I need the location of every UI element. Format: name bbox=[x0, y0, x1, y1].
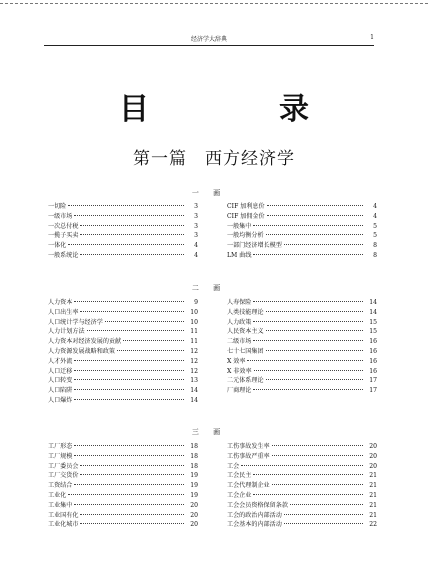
toc-leader-dots bbox=[68, 494, 184, 495]
toc-entry-page: 9 bbox=[194, 299, 198, 306]
toc-entry-title: 人力资本 bbox=[48, 299, 73, 306]
toc-entry-page: 16 bbox=[369, 357, 377, 365]
toc-entry-page: 8 bbox=[373, 251, 377, 259]
toc-entry bbox=[227, 347, 377, 357]
toc-entry-page: 4 bbox=[373, 203, 377, 210]
toc-entry-page: 19 bbox=[190, 472, 198, 480]
toc-leader-dots bbox=[253, 494, 363, 495]
toc-leader-dots bbox=[266, 234, 363, 235]
toc-entry-page: 21 bbox=[369, 501, 377, 509]
toc-entry bbox=[48, 386, 198, 396]
toc-entry-page: 15 bbox=[369, 328, 377, 336]
toc-entry-page: 3 bbox=[194, 203, 198, 210]
toc-entry bbox=[48, 520, 198, 530]
toc-entry-title: X 非效率 bbox=[227, 367, 252, 375]
toc-entry-title: 人类技能理论 bbox=[227, 308, 264, 316]
toc-leader-dots bbox=[267, 205, 363, 206]
toc-entry-title: 厂商理论 bbox=[227, 387, 252, 395]
toc-entry bbox=[48, 442, 198, 452]
header-title: 经济学大辞典 bbox=[190, 36, 227, 43]
section-heading: 二 画 bbox=[191, 284, 227, 292]
toc-entry-page: 4 bbox=[194, 251, 198, 259]
toc-entry-title: 二级市场 bbox=[227, 338, 252, 346]
toc-entry bbox=[227, 471, 377, 481]
toc-leader-dots bbox=[247, 360, 363, 361]
header-page-number: 1 bbox=[370, 34, 374, 41]
toc-leader-dots bbox=[74, 379, 184, 380]
toc-entry bbox=[48, 452, 198, 462]
toc-entry-title: 工会代理制企业 bbox=[227, 482, 270, 490]
toc-entry bbox=[227, 491, 377, 501]
toc-entry-page: 12 bbox=[190, 367, 198, 375]
toc-entry bbox=[227, 376, 377, 386]
toc-leader-dots bbox=[284, 523, 363, 524]
toc-leader-dots bbox=[74, 215, 184, 216]
toc-entry-page: 21 bbox=[369, 472, 377, 480]
toc-entry-page: 5 bbox=[373, 232, 377, 240]
toc-entry bbox=[227, 462, 377, 472]
toc-column-right bbox=[227, 442, 377, 530]
toc-leader-dots bbox=[241, 465, 363, 466]
toc-leader-dots bbox=[80, 474, 184, 475]
toc-entry-title: 工业化城市 bbox=[48, 521, 79, 529]
toc-leader-dots bbox=[290, 504, 363, 505]
toc-entry-title: 工会民主 bbox=[227, 472, 252, 480]
toc-entry bbox=[227, 511, 377, 521]
toc-entry bbox=[227, 251, 377, 261]
toc-entry bbox=[48, 376, 198, 386]
toc-entry-title: 工厂委员会 bbox=[48, 462, 79, 470]
toc-entry bbox=[227, 202, 377, 212]
toc-entry-title: 工会会员资格保留条款 bbox=[227, 501, 288, 509]
toc-entry-title: 工伤事故严重率 bbox=[227, 452, 270, 460]
toc-entry-page: 20 bbox=[369, 443, 377, 450]
toc-entry bbox=[227, 308, 377, 318]
toc-leader-dots bbox=[80, 514, 184, 515]
toc-entry-title: 人口出生率 bbox=[48, 308, 79, 316]
toc-entry-page: 10 bbox=[190, 308, 198, 316]
toc-entry-title: 工厂形态 bbox=[48, 443, 73, 450]
toc-entry-title: 工资结合 bbox=[48, 482, 73, 490]
toc-entry-page: 18 bbox=[190, 462, 198, 470]
toc-leader-dots bbox=[253, 474, 363, 475]
toc-entry-page: 21 bbox=[369, 491, 377, 499]
toc-entry-page: 18 bbox=[190, 443, 198, 450]
toc-entry-title: 一体化 bbox=[48, 242, 67, 250]
toc-entry-page: 22 bbox=[369, 521, 377, 529]
toc-entry bbox=[227, 501, 377, 511]
toc-entry bbox=[227, 481, 377, 491]
toc-entry-title: 一般系统论 bbox=[48, 251, 79, 259]
toc-entry bbox=[48, 231, 198, 241]
toc-leader-dots bbox=[74, 484, 184, 485]
toc-entry-page: 18 bbox=[190, 452, 198, 460]
toc-column-right bbox=[227, 202, 377, 261]
part-title: 第一篇 西方经济学 bbox=[133, 149, 295, 169]
toc-leader-dots bbox=[253, 389, 363, 390]
section-two-strokes bbox=[44, 283, 377, 423]
toc-leader-dots bbox=[74, 455, 184, 456]
toc-entry-page: 20 bbox=[369, 452, 377, 460]
toc-entry bbox=[48, 501, 198, 511]
toc-column-left bbox=[48, 298, 198, 406]
toc-entry-title: 人寿保险 bbox=[227, 299, 252, 306]
toc-entry-title: 人力政策 bbox=[227, 318, 252, 326]
toc-entry bbox=[48, 347, 198, 357]
toc-column-right bbox=[227, 298, 377, 396]
toc-entry-page: 14 bbox=[190, 387, 198, 395]
section-heading: 三 画 bbox=[191, 428, 227, 436]
toc-entry-page: 13 bbox=[190, 377, 198, 385]
toc-leader-dots bbox=[74, 360, 184, 361]
toc-entry-page: 8 bbox=[373, 242, 377, 250]
toc-entry-title: 人力资本对经济发展的贡献 bbox=[48, 338, 122, 346]
toc-entry-title: 人力资源发展战略和政策 bbox=[48, 347, 116, 355]
toc-entry bbox=[227, 212, 377, 222]
toc-entry-page: 11 bbox=[190, 328, 198, 336]
toc-entry-title: 人力计划方法 bbox=[48, 328, 85, 336]
toc-entry bbox=[227, 357, 377, 367]
toc-entry-title: CIF 加利息价 bbox=[227, 203, 265, 210]
top-dashed-border bbox=[0, 3, 428, 4]
toc-entry bbox=[48, 481, 198, 491]
toc-entry-page: 17 bbox=[369, 387, 377, 395]
toc-entry-title: 工会的政治内部活动 bbox=[227, 511, 282, 519]
toc-column-left bbox=[48, 202, 198, 261]
toc-entry-title: 人口陷阱 bbox=[48, 387, 73, 395]
toc-leader-dots bbox=[253, 254, 363, 255]
toc-entry-title: 人口爆炸 bbox=[48, 396, 73, 404]
toc-entry-title: 一揽子买卖 bbox=[48, 232, 79, 240]
toc-leader-dots bbox=[267, 215, 363, 216]
toc-leader-dots bbox=[68, 205, 184, 206]
toc-entry-title: 工厂交货价 bbox=[48, 472, 79, 480]
toc-leader-dots bbox=[74, 389, 184, 390]
toc-entry-page: 5 bbox=[373, 222, 377, 230]
toc-leader-dots bbox=[74, 504, 184, 505]
toc-entry-title: 人民资本主义 bbox=[227, 328, 264, 336]
toc-entry bbox=[48, 396, 198, 406]
toc-entry-page: 14 bbox=[369, 299, 377, 306]
toc-leader-dots bbox=[74, 399, 184, 400]
toc-leader-dots bbox=[272, 455, 363, 456]
toc-leader-dots bbox=[123, 340, 184, 341]
toc-entry-page: 19 bbox=[190, 482, 198, 490]
toc-entry bbox=[48, 471, 198, 481]
toc-leader-dots bbox=[254, 370, 363, 371]
toc-entry bbox=[48, 202, 198, 212]
toc-entry-page: 4 bbox=[373, 212, 377, 220]
toc-entry-title: X 效率 bbox=[227, 357, 246, 365]
toc-entry bbox=[227, 367, 377, 377]
toc-entry-title: 一般均衡分析 bbox=[227, 232, 264, 240]
toc-entry-page: 12 bbox=[190, 347, 198, 355]
toc-entry bbox=[48, 491, 198, 501]
toc-entry-page: 19 bbox=[190, 491, 198, 499]
toc-entry-title: LM 曲线 bbox=[227, 251, 252, 259]
toc-leader-dots bbox=[284, 244, 363, 245]
toc-entry bbox=[227, 386, 377, 396]
section-one-stroke bbox=[44, 188, 377, 268]
toc-leader-dots bbox=[80, 311, 184, 312]
toc-entry-page: 4 bbox=[194, 242, 198, 250]
toc-entry-page: 3 bbox=[194, 232, 198, 240]
toc-entry bbox=[227, 222, 377, 232]
toc-entry-page: 17 bbox=[369, 377, 377, 385]
toc-entry-page: 20 bbox=[369, 462, 377, 470]
toc-entry bbox=[48, 212, 198, 222]
toc-entry-title: 工伤事故发生率 bbox=[227, 443, 270, 450]
page-title: 目 录 bbox=[119, 92, 359, 127]
toc-entry bbox=[48, 511, 198, 521]
toc-leader-dots bbox=[80, 465, 184, 466]
toc-entry bbox=[227, 337, 377, 347]
toc-entry-title: 工业化 bbox=[48, 491, 67, 499]
toc-leader-dots bbox=[80, 225, 184, 226]
toc-leader-dots bbox=[74, 301, 184, 302]
toc-leader-dots bbox=[74, 370, 184, 371]
toc-leader-dots bbox=[80, 523, 184, 524]
toc-entry-page: 20 bbox=[190, 501, 198, 509]
toc-leader-dots bbox=[266, 330, 363, 331]
toc-entry-title: 人口转变 bbox=[48, 377, 73, 385]
toc-entry bbox=[48, 318, 198, 328]
toc-entry bbox=[48, 251, 198, 261]
toc-entry-title: 一部门经济增长模型 bbox=[227, 242, 282, 250]
toc-entry bbox=[227, 442, 377, 452]
toc-entry-page: 15 bbox=[369, 318, 377, 326]
toc-entry-title: 工会基本的内部活动 bbox=[227, 521, 282, 529]
toc-leader-dots bbox=[266, 311, 363, 312]
toc-entry-title: 人才外流 bbox=[48, 357, 73, 365]
toc-leader-dots bbox=[284, 514, 363, 515]
toc-entry-title: 二元体系理论 bbox=[227, 377, 264, 385]
section-heading: 一 画 bbox=[191, 189, 227, 197]
toc-entry-title: 一级市场 bbox=[48, 212, 73, 220]
toc-entry-page: 16 bbox=[369, 347, 377, 355]
toc-leader-dots bbox=[253, 301, 363, 302]
header-rule bbox=[44, 45, 374, 46]
toc-entry-title: 一般集中 bbox=[227, 222, 252, 230]
toc-entry-page: 3 bbox=[194, 222, 198, 230]
toc-entry bbox=[227, 520, 377, 530]
toc-leader-dots bbox=[117, 350, 184, 351]
toc-entry-page: 14 bbox=[190, 396, 198, 404]
toc-entry-title: 七十七国集团 bbox=[227, 347, 264, 355]
toc-entry-page: 16 bbox=[369, 367, 377, 375]
toc-leader-dots bbox=[266, 379, 363, 380]
toc-leader-dots bbox=[80, 234, 184, 235]
toc-leader-dots bbox=[80, 254, 184, 255]
toc-entry-page: 3 bbox=[194, 212, 198, 220]
toc-entry-page: 16 bbox=[369, 338, 377, 346]
toc-entry-page: 20 bbox=[190, 521, 198, 529]
toc-entry bbox=[227, 452, 377, 462]
toc-entry bbox=[227, 318, 377, 328]
toc-leader-dots bbox=[87, 330, 184, 331]
toc-entry bbox=[48, 241, 198, 251]
toc-entry-title: 工会企业 bbox=[227, 491, 252, 499]
toc-entry bbox=[48, 367, 198, 377]
section-three-strokes bbox=[44, 427, 377, 557]
toc-leader-dots bbox=[266, 350, 363, 351]
toc-entry bbox=[48, 308, 198, 318]
toc-entry bbox=[227, 298, 377, 308]
toc-leader-dots bbox=[253, 321, 363, 322]
toc-leader-dots bbox=[253, 340, 363, 341]
toc-entry bbox=[48, 357, 198, 367]
toc-entry-page: 11 bbox=[190, 338, 198, 346]
toc-leader-dots bbox=[253, 225, 363, 226]
toc-leader-dots bbox=[74, 445, 184, 446]
toc-entry bbox=[227, 327, 377, 337]
toc-entry-title: 工业国有化 bbox=[48, 511, 79, 519]
toc-entry bbox=[48, 462, 198, 472]
toc-entry-title: 工会 bbox=[227, 462, 240, 470]
toc-entry-title: 一次总付税 bbox=[48, 222, 79, 230]
toc-entry bbox=[227, 231, 377, 241]
toc-entry-title: 工厂规模 bbox=[48, 452, 73, 460]
toc-entry-page: 12 bbox=[190, 357, 198, 365]
toc-entry bbox=[227, 241, 377, 251]
toc-entry-title: 一切险 bbox=[48, 203, 67, 210]
toc-leader-dots bbox=[68, 244, 184, 245]
toc-entry-page: 10 bbox=[190, 318, 198, 326]
toc-leader-dots bbox=[272, 484, 363, 485]
toc-leader-dots bbox=[105, 321, 184, 322]
toc-leader-dots bbox=[272, 445, 363, 446]
toc-entry-page: 21 bbox=[369, 511, 377, 519]
toc-entry-title: 工业集中 bbox=[48, 501, 73, 509]
toc-entry bbox=[48, 337, 198, 347]
toc-entry-page: 21 bbox=[369, 482, 377, 490]
toc-entry bbox=[48, 327, 198, 337]
toc-entry-title: 人口统计学与经济学 bbox=[48, 318, 103, 326]
toc-entry-title: 人口迁移 bbox=[48, 367, 73, 375]
toc-entry-page: 14 bbox=[369, 308, 377, 316]
toc-entry-page: 20 bbox=[190, 511, 198, 519]
toc-entry-title: CIF 加佣金价 bbox=[227, 212, 265, 220]
toc-entry bbox=[48, 222, 198, 232]
toc-entry bbox=[48, 298, 198, 308]
toc-column-left bbox=[48, 442, 198, 530]
